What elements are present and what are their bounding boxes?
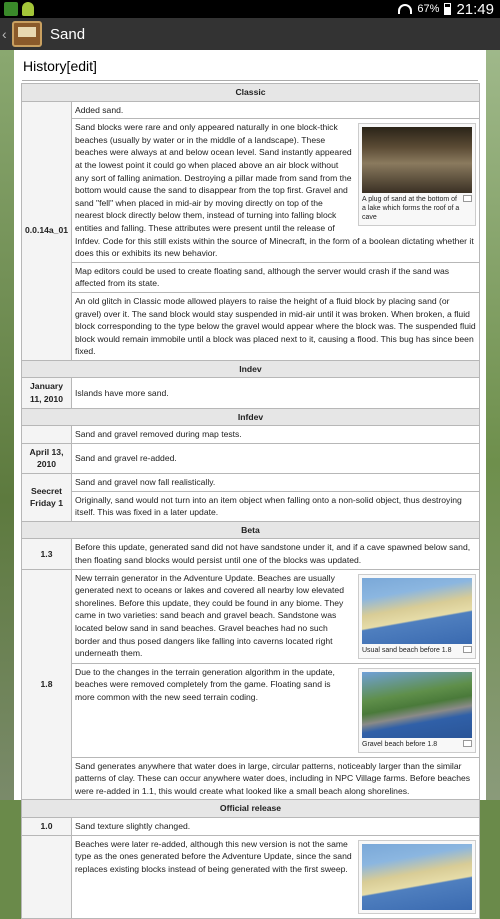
clock: 21:49	[456, 0, 494, 18]
version-1-8: 1.8	[22, 569, 72, 800]
version-0-0-14a: 0.0.14a_01	[22, 101, 72, 360]
official-release-header: Official release	[22, 800, 480, 818]
app-logo-icon[interactable]	[12, 21, 42, 47]
history-entry: Sand and gravel re-added.	[72, 443, 480, 473]
history-entry: Sand texture slightly changed.	[72, 817, 480, 835]
version-1-0: 1.0	[22, 817, 72, 835]
version-seecret-friday: Seecret Friday 1	[22, 474, 72, 522]
history-entry: Sand generates anywhere that water does in large, circular patterns, noticeably larger than the similar patterns of clay. These can occur anywhere water does, including in NPC Village farms. Before beaches were re-added in 1.1, this would create what looked like a small beach along shorelines.	[72, 757, 480, 800]
app-notification-icon	[4, 2, 18, 16]
action-bar	[0, 18, 500, 50]
history-entry: Map editors could be used to create floating sand, although the server would crash if the sand was affected from its state.	[72, 262, 480, 292]
version-jan-2010: January 11, 2010	[22, 378, 72, 408]
history-entry: Before this update, generated sand did not have sandstone under it, and if a cave spawned below sand, then floating sand blocks would persist until one of the blocks was updated.	[72, 539, 480, 569]
thumbnail-caption: Usual sand beach before 1.8	[362, 646, 472, 655]
version-blank	[22, 835, 72, 918]
cave-sand-image[interactable]	[362, 127, 472, 193]
thumbnail-caption: Gravel beach before 1.8	[362, 740, 472, 749]
page-title: Sand	[50, 25, 86, 43]
beach-image[interactable]	[362, 844, 472, 910]
enlarge-icon[interactable]	[463, 646, 472, 653]
battery-percentage: 67%	[417, 3, 440, 15]
article-content[interactable]	[14, 50, 486, 874]
history-heading[interactable]: History[edit]	[23, 58, 97, 74]
indev-header: Indev	[22, 360, 480, 378]
classic-header: Classic	[22, 84, 480, 102]
history-entry: Sand and gravel removed during map tests.	[72, 426, 480, 444]
enlarge-icon[interactable]	[463, 740, 472, 747]
history-entry: Added sand.	[72, 101, 480, 119]
up-navigation-icon[interactable]: ‹	[2, 26, 7, 42]
version-1-3: 1.3	[22, 539, 72, 569]
history-entry: Beaches were later re-added, although this new version is not the same type as the ones generated before the Adventure Update, since the sand replaces existing blocks instead of being generated with the first sweep.	[72, 835, 480, 918]
history-entry: Originally, sand would not turn into an item object when falling onto a non-solid object, thus destroying itself. This was fixed in a later update.	[72, 491, 480, 521]
infdev-header: Infdev	[22, 408, 480, 426]
thumbnail-caption: A plug of sand at the bottom of a lake which forms the roof of a cave	[362, 195, 472, 222]
cave-sand-thumbnail[interactable]	[358, 123, 476, 226]
history-entry: Sand and gravel now fall realistically.	[72, 474, 480, 492]
history-entry: Gravel beach before 1.8 Due to the changes in the terrain generation algorithm in the update, beaches were removed completely from the game. Floating sand is more common with the new seed terrain coding.	[72, 663, 480, 757]
history-table	[21, 83, 480, 919]
wifi-icon	[398, 4, 412, 14]
heading-divider	[22, 80, 478, 81]
enlarge-icon[interactable]	[463, 195, 472, 202]
sand-beach-image[interactable]	[362, 578, 472, 644]
gravel-beach-thumbnail[interactable]	[358, 668, 476, 753]
status-bar	[0, 0, 500, 18]
gravel-beach-image[interactable]	[362, 672, 472, 738]
history-entry: Usual sand beach before 1.8 New terrain generator in the Adventure Update. Beaches are usually generated next to oceans or lakes and covered all nearby low elevated shorelines. Before this update, they could be found in any biome. They came in two varieties: sand beach and gravel beach. Sandstone was located below sand in sand beaches. Gravel beaches had no such border and thus posed dangers like falling into caverns located right underneath them.	[72, 569, 480, 663]
history-entry: Islands have more sand.	[72, 378, 480, 408]
battery-icon	[444, 3, 451, 15]
history-entry: A plug of sand at the bottom of a lake which forms the roof of a cave Sand blocks were rare and only appeared naturally in one block-thick beaches (usually by water or in the middle of a landscape). These beaches were always at and below ocean level. Sand instantly appeared at the lowest point it could go when placed above an air block without any sort of falling animation. Destroying a pillar made from sand from the bottom would cause the sand to disappear from the top first. Gravel and sand "fell" when placed in mid-air by moving directly on top of the nearest block directly below them, instead of turning into falling block entities and falling. These attributes were present until the release of Infdev. Code for this still exists within the source of Minecraft, in the form of a boolean dictating whether it does this or exhibits its new behavior.	[72, 119, 480, 263]
background-scenery-left	[0, 50, 14, 800]
sand-beach-thumbnail[interactable]	[358, 574, 476, 659]
background-scenery-right	[486, 50, 500, 800]
version-blank	[22, 426, 72, 444]
beach-thumbnail[interactable]	[358, 840, 476, 914]
section-heading	[14, 50, 486, 80]
beta-header: Beta	[22, 521, 480, 539]
history-entry: An old glitch in Classic mode allowed players to raise the height of a fluid block by placing sand (or gravel) over it. The sand block would stay suspended in mid-air until it was broken. When broken, a fluid block corresponding to the type below the gravel would appear where the block was. The suspended fluid block would remain immobile until a block was placed next to it, causing a flood. This bug has since been fixed.	[72, 292, 480, 360]
android-notification-icon	[22, 2, 34, 16]
version-apr-2010: April 13, 2010	[22, 443, 72, 473]
